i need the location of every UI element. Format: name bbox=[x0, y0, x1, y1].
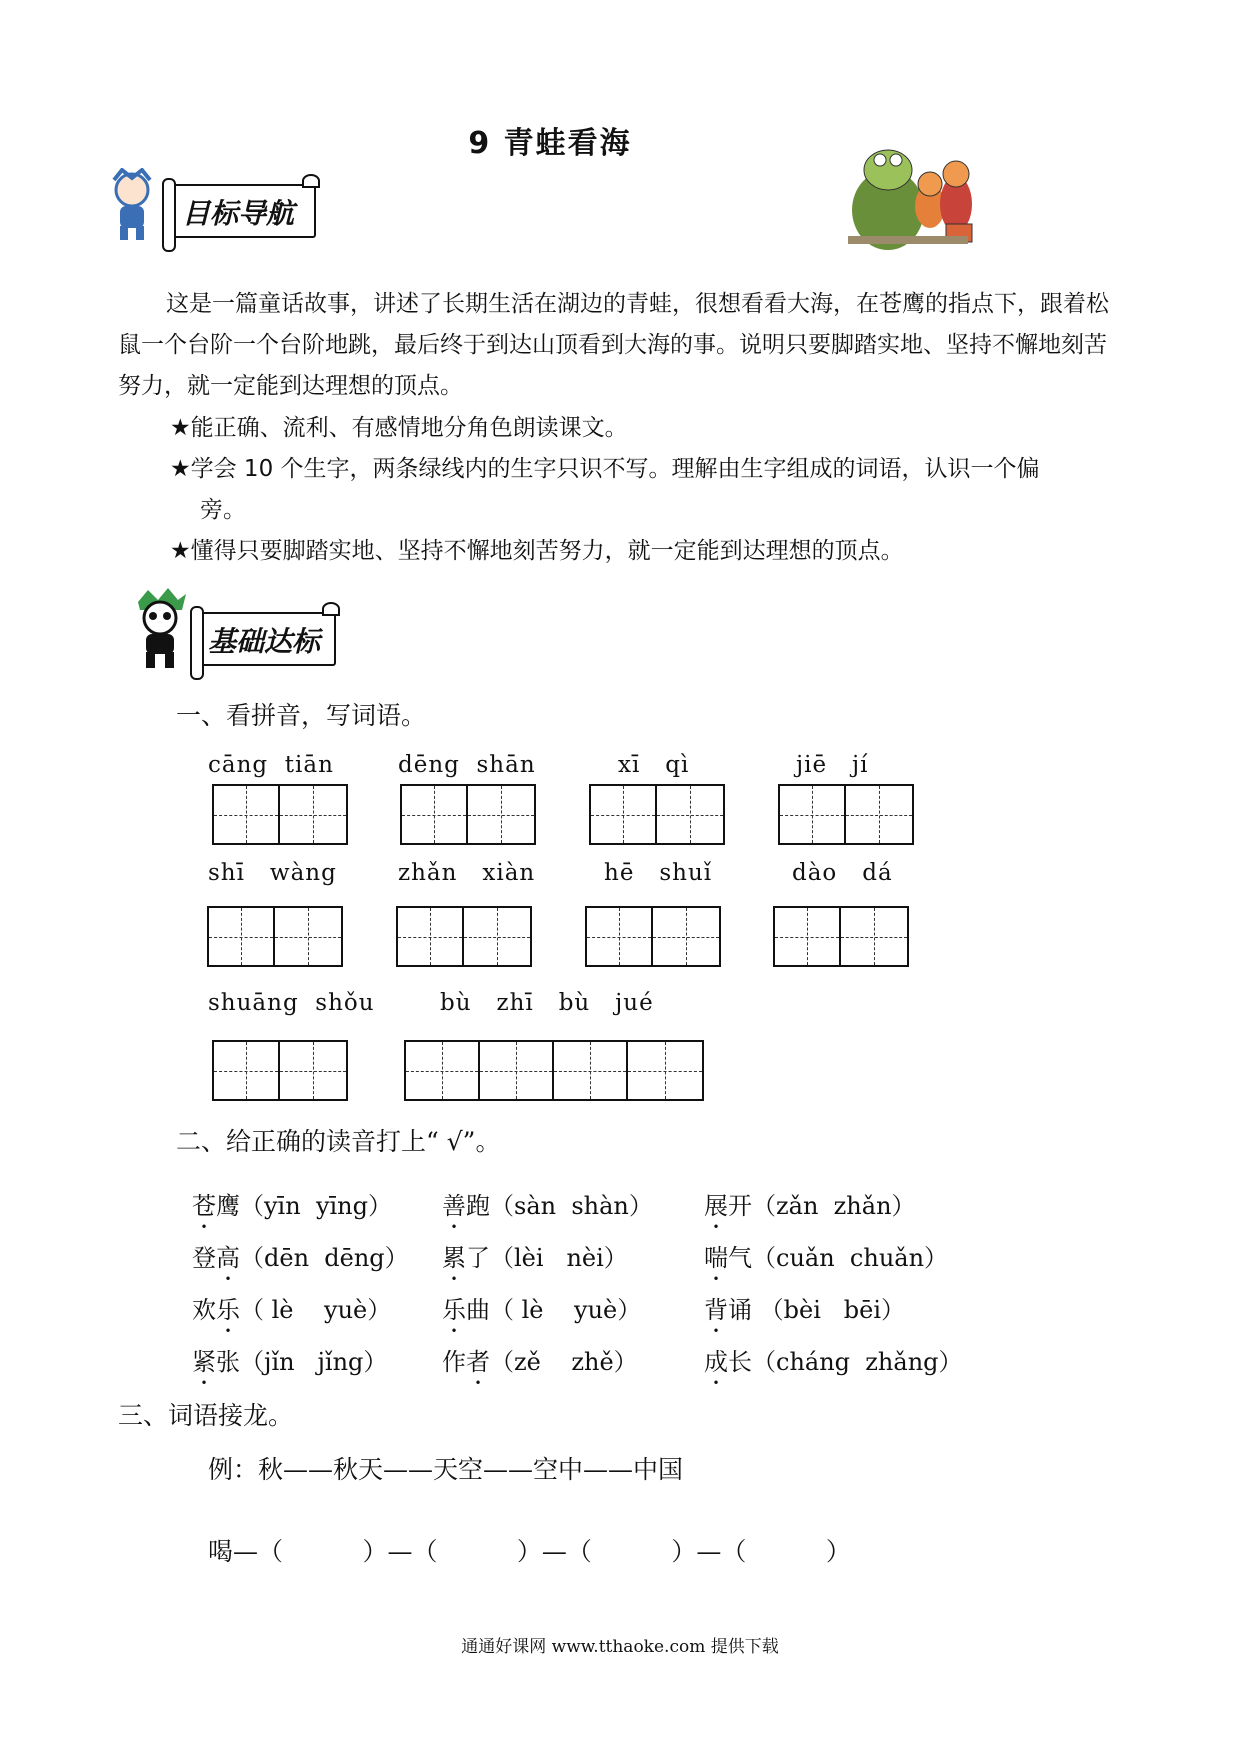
pinyin-label: dào dá bbox=[792, 860, 893, 886]
footer-credit: 通通好课网 www.tthaoke.com 提供下载 bbox=[461, 1637, 779, 1657]
pronunciation-item[interactable]: 欢乐（ lè yuè） bbox=[192, 1296, 392, 1324]
writing-grid[interactable] bbox=[400, 784, 536, 845]
goal-banner bbox=[170, 184, 318, 242]
section-1-heading: 一、看拼音，写词语。 bbox=[176, 701, 427, 730]
goals-list bbox=[118, 408, 1118, 572]
pronunciation-item[interactable]: 苍鹰（yīn yīng） bbox=[192, 1192, 393, 1220]
intro-block bbox=[118, 284, 1118, 407]
pinyin-label: hē shuǐ bbox=[604, 860, 713, 886]
writing-grid[interactable] bbox=[585, 906, 721, 967]
pinyin-label: cāng tiān bbox=[208, 752, 334, 778]
writing-grid[interactable] bbox=[778, 784, 914, 845]
pronunciation-item[interactable]: 累了（lèi nèi） bbox=[442, 1244, 628, 1272]
goal-item: ★懂得只要脚踏实地、坚持不懈地刻苦努力，就一定能到达理想的顶点。 bbox=[170, 538, 904, 564]
relay-example: 例：秋——秋天——天空——空中——中国 bbox=[208, 1455, 684, 1484]
pronunciation-item[interactable]: 展开（zǎn zhǎn） bbox=[704, 1192, 916, 1220]
pinyin-label: shī wàng bbox=[208, 860, 337, 886]
section-3-heading: 三、词语接龙。 bbox=[118, 1401, 294, 1430]
pronunciation-item[interactable]: 喘气（cuǎn chuǎn） bbox=[704, 1244, 949, 1272]
goal-item-continued: 旁。 bbox=[200, 497, 246, 523]
pinyin-label: jiē jí bbox=[796, 752, 869, 778]
intro-paragraph: 这是一篇童话故事，讲述了长期生活在湖边的青蛙，很想看看大海，在苍鹰的指点下，跟着松鼠一个台阶一个台阶地跳，最后终于到达山顶看到大海的事。说明只要脚踏实地、坚持不懈地刻苦努力，就一定能到达理想的顶点。 bbox=[118, 291, 1109, 399]
pinyin-label: zhǎn xiàn bbox=[398, 860, 536, 886]
mascot-icon bbox=[104, 168, 162, 244]
writing-grid[interactable] bbox=[212, 784, 348, 845]
pinyin-label: bù zhī bù jué bbox=[440, 990, 654, 1016]
pronunciation-item[interactable]: 作者（zě zhě） bbox=[442, 1348, 638, 1376]
basic-banner-label: 基础达标 bbox=[208, 625, 321, 658]
goal-banner-label: 目标导航 bbox=[182, 197, 295, 230]
writing-grid[interactable] bbox=[404, 1040, 704, 1101]
page-title: 9 青蛙看海 bbox=[468, 126, 632, 161]
pinyin-label: dēng shān bbox=[398, 752, 536, 778]
goal-item: ★学会 10 个生字，两条绿线内的生字只识不写。理解由生字组成的词语，认识一个偏 bbox=[170, 456, 1040, 482]
writing-grid[interactable] bbox=[212, 1040, 348, 1101]
section-2-heading: 二、给正确的读音打上“ √”。 bbox=[176, 1127, 501, 1156]
pronunciation-item[interactable]: 背诵 （bèi bēi） bbox=[704, 1296, 905, 1324]
writing-grid[interactable] bbox=[396, 906, 532, 967]
frog-family-illustration bbox=[838, 140, 978, 252]
pronunciation-item[interactable]: 登高（dēn dēng） bbox=[192, 1244, 409, 1272]
pronunciation-item[interactable]: 乐曲（ lè yuè） bbox=[442, 1296, 642, 1324]
writing-grid[interactable] bbox=[589, 784, 725, 845]
pronunciation-item[interactable]: 成长（cháng zhǎng） bbox=[704, 1348, 963, 1376]
pinyin-label: xī qì bbox=[618, 752, 690, 778]
panda-mascot-icon bbox=[132, 588, 190, 670]
goal-item: ★能正确、流利、有感情地分角色朗读课文。 bbox=[170, 415, 628, 441]
pinyin-label: shuāng shǒu bbox=[208, 990, 375, 1016]
basic-banner bbox=[198, 612, 338, 670]
relay-exercise[interactable]: 喝—（ ）—（ ）—（ ）—（ ） bbox=[208, 1537, 851, 1566]
writing-grid[interactable] bbox=[773, 906, 909, 967]
pronunciation-item[interactable]: 紧张（jǐn jǐng） bbox=[192, 1348, 388, 1376]
writing-grid[interactable] bbox=[207, 906, 343, 967]
pronunciation-item[interactable]: 善跑（sàn shàn） bbox=[442, 1192, 653, 1220]
